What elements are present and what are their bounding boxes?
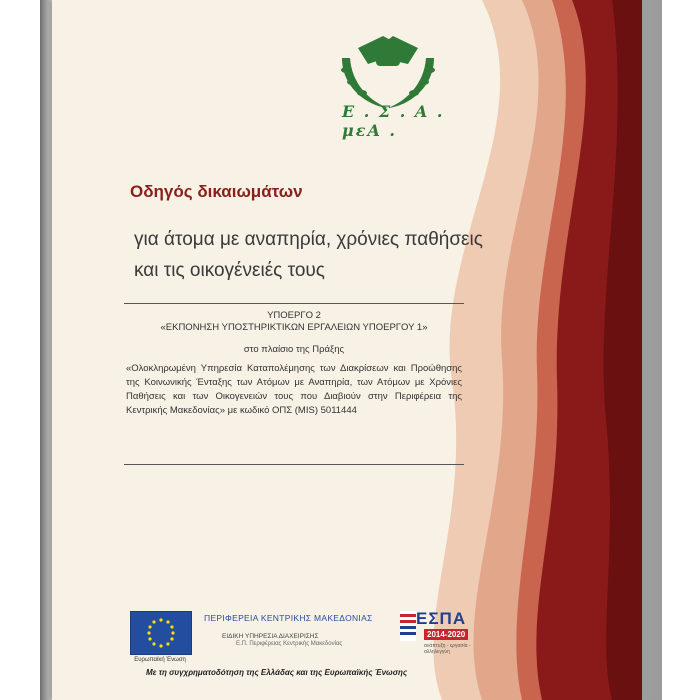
cover-spine-edge [40, 0, 52, 700]
eu-caption: Ευρωπαϊκή Ένωση [134, 657, 186, 663]
document-subtitle [134, 224, 534, 286]
cofunding-statement: Με τη συγχρηματοδότηση της Ελλάδας και της Ευρωπαϊκής Ένωσης [146, 668, 408, 677]
subtitle-line: και τις οικογένειές τους [134, 260, 325, 281]
espa-flag-icon [400, 611, 416, 641]
project-info-box [124, 303, 464, 465]
subtitle-line: για άτομα με αναπηρία, χρόνιες παθήσεις [134, 229, 483, 250]
subproject-number: ΥΠΟΕΡΓΟ 2 [267, 310, 321, 321]
subproject-name: «ΕΚΠΟΝΗΣΗ ΥΠΟΣΤΗΡΙΚΤΙΚΩΝ ΕΡΓΑΛΕΙΩΝ ΥΠΟΕΡΓΟΥ 1» [160, 322, 428, 333]
espa-years: 2014-2020 [424, 629, 468, 640]
espa-slogan: ανάπτυξη - εργασία - αλληλεγγύη [424, 643, 471, 655]
region-logo [204, 613, 404, 647]
espa-logo [400, 607, 476, 659]
project-context: στο πλαίσιο της Πράξης [243, 344, 345, 355]
logo-text: Ε . Σ . Α . μεΑ . [342, 102, 445, 140]
eu-flag-icon [130, 611, 192, 655]
managing-authority: ΕΙΔΙΚΗ ΥΠΗΡΕΣΙΑ ΔΙΑΧΕΙΡΙΣΗΣ [222, 633, 319, 640]
document-cover [52, 0, 642, 700]
operational-programme: Ε.Π. Περιφέρειας Κεντρικής Μακεδονίας [236, 641, 343, 647]
region-name: ΠΕΡΙΦΕΡΕΙΑ ΚΕΝΤΡΙΚΗΣ ΜΑΚΕΔΟΝΙΑΣ [204, 613, 373, 623]
document-title: Οδηγός δικαιωμάτων [130, 182, 303, 201]
project-description: «Ολοκληρωμένη Υπηρεσία Καταπολέμησης των Διακρίσεων και Προώθησης της Κοινωνικής Ένταξης των Ατόμων με Αναπηρία, των Ατόμων με Χρόνιες Παθήσεις και των Οικογενειών τους που Διαβιούν στην Περιφέρεια της Κεντρικής Μακεδονίας» με κωδικό ΟΠΣ (MIS) 5011444 [126, 363, 462, 416]
espa-title: ΕΣΠΑ [416, 609, 467, 628]
